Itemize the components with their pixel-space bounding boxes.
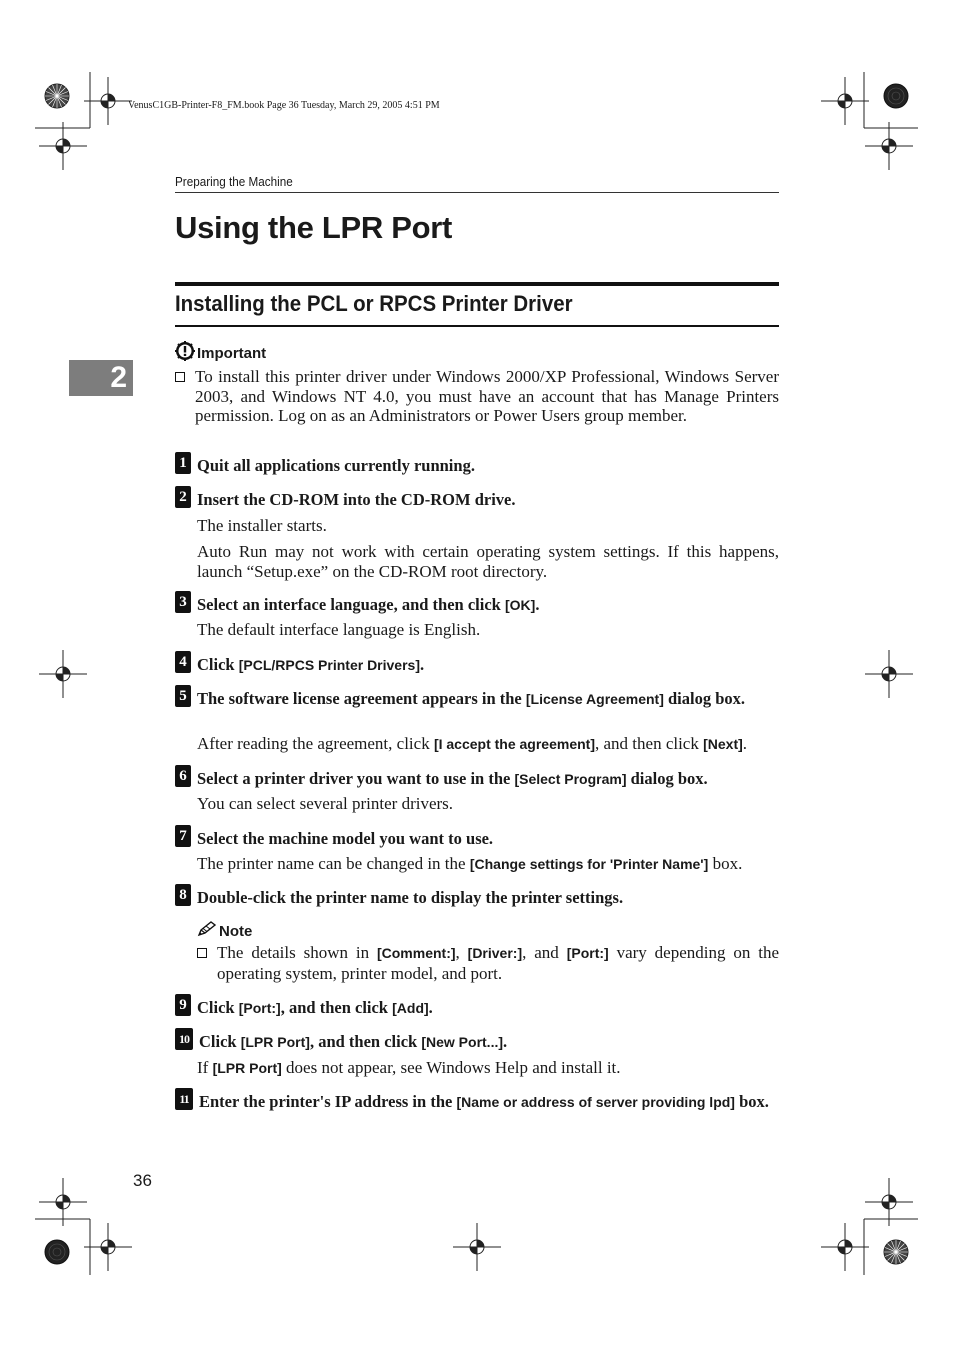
step-number: 11 — [175, 1088, 193, 1110]
step-number: 1 — [175, 452, 191, 474]
important-text: To install this printer driver under Windows 2000/XP Professional, Windows Server 2003, and Windows NT 4.0, you must have an account that has Manage Printers permission. Log on as an Administrators or Power Users group member. — [195, 367, 779, 426]
running-header: Preparing the Machine — [175, 174, 293, 189]
page-number: 36 — [133, 1171, 152, 1190]
step-number: 9 — [175, 994, 191, 1016]
ui-pcl-rpcs-ref: [PCL/RPCS Printer Drivers] — [238, 657, 420, 673]
step-text: Enter the printer's IP address in the [Name or address of server providing lpd] box. — [199, 1092, 769, 1111]
chapter-tab: 2 — [69, 360, 133, 396]
print-info: VenusC1GB-Printer-F8_FM.book Page 36 Tuesday, March 29, 2005 4:51 PM — [128, 100, 440, 111]
step-note: After reading the agreement, click [I accept the agreement], and then click [Next]. — [197, 734, 748, 753]
ui-ok-button-ref: [OK] — [504, 597, 536, 613]
section-title: Installing the PCL or RPCS Printer Driver — [175, 291, 573, 316]
step-text: Select a printer driver you want to use in the [Select Program] dialog box. — [197, 769, 708, 788]
step-text: Select an interface language, and then click [OK]. — [197, 595, 540, 614]
step-number: 2 — [175, 486, 191, 508]
ui-select-program-ref: [Select Program] — [514, 771, 627, 787]
step-note: The printer name can be changed in the [Change settings for 'Printer Name'] box. — [197, 854, 743, 873]
step-note: The installer starts. — [197, 516, 327, 535]
step-number: 7 — [175, 825, 191, 847]
step-text: Quit all applications currently running. — [197, 456, 475, 475]
step-text: Click [LPR Port], and then click [New Port...]. — [199, 1032, 508, 1051]
step-text: The software license agreement appears in the [License Agreement] dialog box. — [197, 689, 746, 708]
step-text: Double-click the printer name to display the printer settings. — [197, 888, 624, 907]
step-text: Select the machine model you want to use. — [197, 829, 494, 848]
step-number: 10 — [175, 1028, 193, 1050]
important-label: Important — [197, 344, 267, 362]
step-number: 6 — [175, 765, 191, 787]
step-number: 4 — [175, 651, 191, 673]
note-label: Note — [219, 922, 253, 940]
step-note: If [LPR Port] does not appear, see Windows Help and install it. — [197, 1058, 621, 1077]
step-text: Click [Port:], and then click [Add]. — [197, 998, 433, 1017]
step-text: Insert the CD-ROM into the CD-ROM drive. — [197, 490, 516, 509]
step-number: 3 — [175, 591, 191, 613]
step-number: 5 — [175, 685, 191, 707]
step-note: The default interface language is English. — [197, 620, 481, 639]
step-note: You can select several printer drivers. — [197, 794, 454, 813]
step-text: Click [PCL/RPCS Printer Drivers]. — [197, 655, 425, 674]
step-number: 8 — [175, 884, 191, 906]
page-title: Using the LPR Port — [175, 210, 453, 245]
ui-license-agreement-ref: [License Agreement] — [525, 691, 664, 707]
note-text: The details shown in [Comment:], [Driver:], and [Port:] vary depending on the operating system, printer model, and port. — [217, 943, 780, 983]
step-note: Auto Run may not work with certain operating system settings. If this happens, launch “Setup.exe” on the CD-ROM root directory. — [197, 542, 779, 581]
